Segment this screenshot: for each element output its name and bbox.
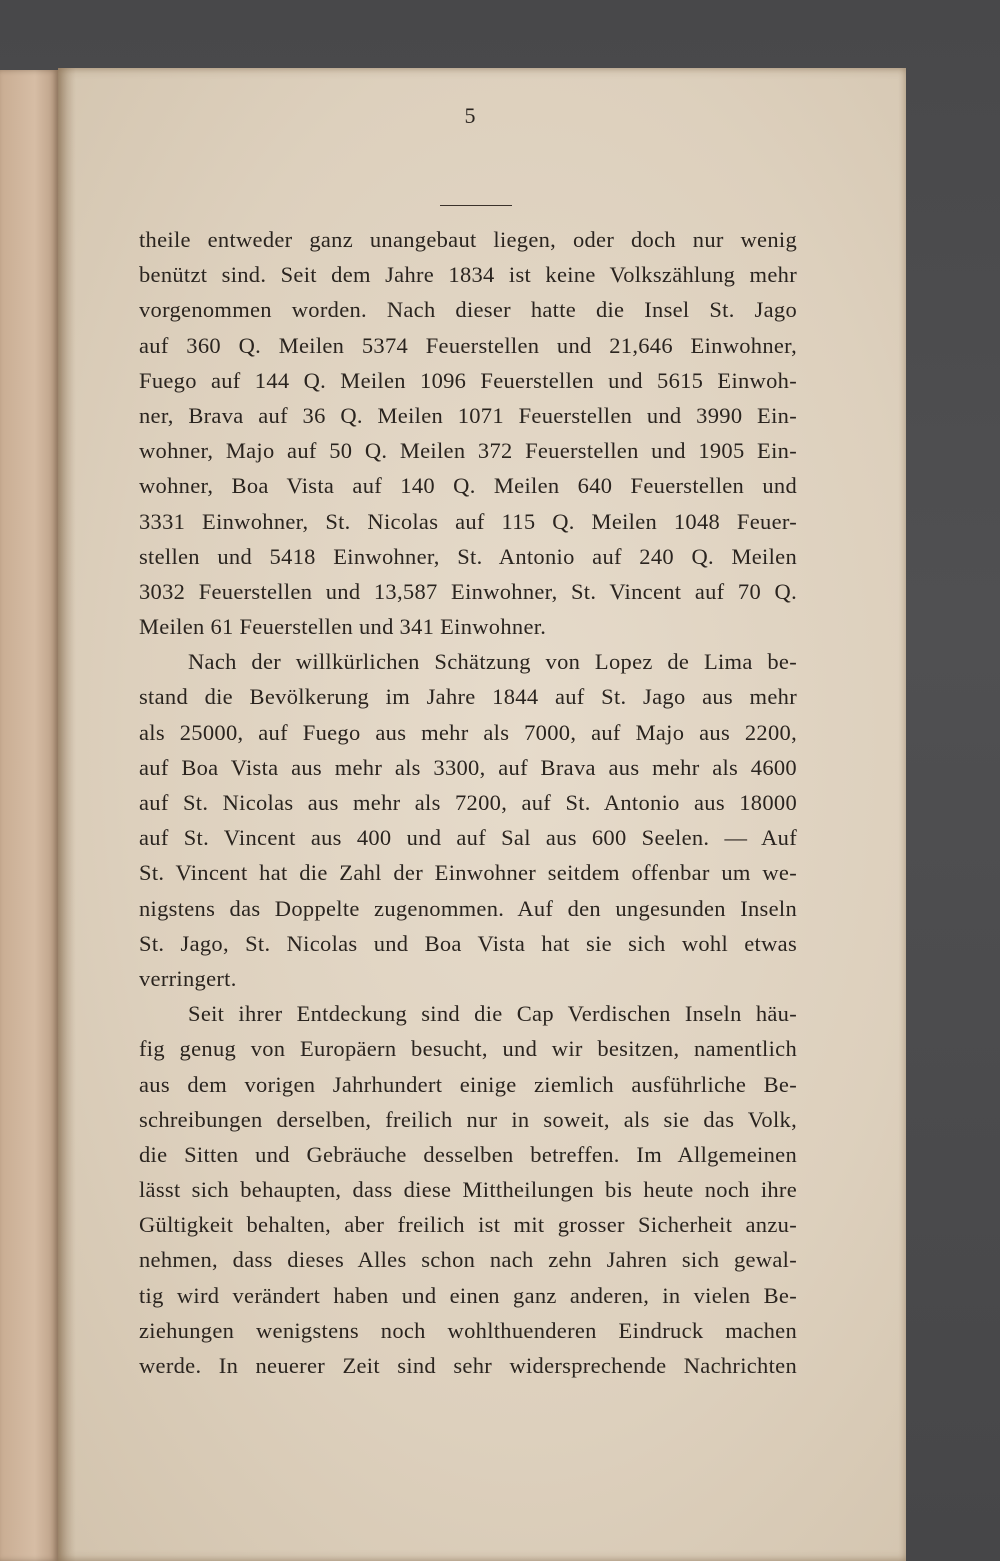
text-line: auf 360 Q. Meilen 5374 Feuerstellen und 21,646 Einwohner, [139, 332, 797, 358]
text-line: wohner, Majo auf 50 Q. Meilen 372 Feuerstellen und 1905 Ein- [139, 438, 797, 464]
text-line: Nach der willkürlichen Schätzung von Lopez de Lima be- [188, 649, 797, 675]
text-line: lässt sich behaupten, dass diese Mittheilungen bis heute noch ihre [139, 1177, 797, 1203]
text-line: vorgenommen worden. Nach dieser hatte die Insel St. Jago [139, 297, 797, 323]
previous-page-edge [0, 70, 58, 1561]
text-line: Fuego auf 144 Q. Meilen 1096 Feuerstellen und 5615 Einwoh- [139, 367, 797, 393]
text-line: nehmen, dass dieses Alles schon nach zehn Jahren sich gewal- [139, 1247, 797, 1273]
text-line: Seit ihrer Entdeckung sind die Cap Verdischen Inseln häu- [188, 1001, 797, 1027]
text-line: aus dem vorigen Jahrhundert einige ziemlich ausführliche Be- [139, 1071, 797, 1097]
text-line: Gültigkeit behalten, aber freilich ist mit grosser Sicherheit anzu- [139, 1212, 797, 1238]
page-number: 5 [464, 103, 476, 128]
text-line: 3032 Feuerstellen und 13,587 Einwohner, St. Vincent auf 70 Q. [139, 578, 797, 604]
page-gutter-shadow [58, 68, 76, 1561]
header-rule [440, 205, 512, 206]
text-line: ner, Brava auf 36 Q. Meilen 1071 Feuerstellen und 3990 Ein- [139, 402, 797, 428]
text-line: auf St. Vincent aus 400 und auf Sal aus 600 Seelen. — Auf [139, 825, 797, 851]
text-line: benützt sind. Seit dem Jahre 1834 ist keine Volkszählung mehr [139, 262, 797, 288]
text-line: verringert. [139, 965, 237, 991]
text-line: Meilen 61 Feuerstellen und 341 Einwohner. [139, 614, 547, 640]
text-line: auf St. Nicolas aus mehr als 7200, auf St. Antonio aus 18000 [139, 790, 797, 815]
text-line: werde. In neuerer Zeit sind sehr widersprechende Nachrichten [139, 1353, 797, 1378]
text-line: nigstens das Doppelte zugenommen. Auf den ungesunden Inseln [139, 895, 797, 921]
text-line: fig genug von Europäern besucht, und wir besitzen, namentlich [139, 1036, 797, 1062]
text-line: schreibungen derselben, freilich nur in soweit, als sie das Volk, [139, 1106, 797, 1132]
text-line: ziehungen wenigstens noch wohlthuenderen Eindruck machen [139, 1317, 797, 1343]
text-line: als 25000, auf Fuego aus mehr als 7000, auf Majo aus 2200, [139, 719, 797, 745]
text-line: wohner, Boa Vista auf 140 Q. Meilen 640 Feuerstellen und [139, 473, 797, 499]
text-line: 3331 Einwohner, St. Nicolas auf 115 Q. Meilen 1048 Feuer- [139, 508, 797, 534]
text-line: theile entweder ganz unangebaut liegen, oder doch nur wenig [139, 227, 797, 252]
text-line: St. Vincent hat die Zahl der Einwohner seitdem offenbar um we- [139, 860, 797, 886]
text-line: auf Boa Vista aus mehr als 3300, auf Brava aus mehr als 4600 [139, 754, 797, 780]
text-line: die Sitten und Gebräuche desselben betreffen. Im Allgemeinen [139, 1141, 797, 1167]
text-line: stand die Bevölkerung im Jahre 1844 auf St. Jago aus mehr [139, 684, 797, 710]
body-text [139, 222, 797, 1383]
text-line: stellen und 5418 Einwohner, St. Antonio auf 240 Q. Meilen [139, 543, 797, 569]
text-line: St. Jago, St. Nicolas und Boa Vista hat sie sich wohl etwas [139, 930, 797, 956]
text-line: tig wird verändert haben und einen ganz anderen, in vielen Be- [139, 1282, 797, 1308]
